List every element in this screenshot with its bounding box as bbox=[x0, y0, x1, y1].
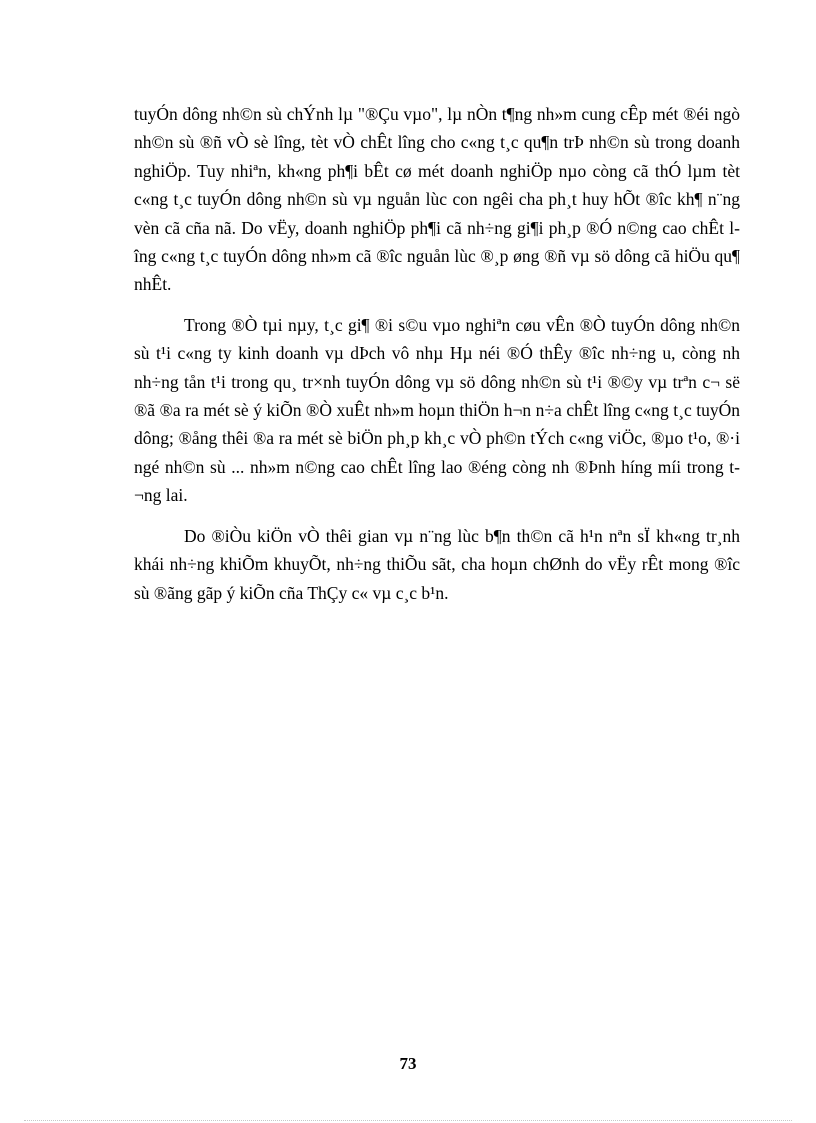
paragraph-3: Do ®iÒu kiÖn vÒ thêi gian vµ n¨ng lùc b¶n th©n cã h¹n nªn sÏ kh«ng tr¸nh khái nh÷ng khiÕm khuyÕt, nh÷ng thiÕu sãt, cha hoµn chØnh do vËy rÊt mong ®îc sù ®ãng gãp ý kiÕn cña ThÇy c« vµ c¸c b¹n. bbox=[134, 525, 740, 603]
body-text bbox=[134, 100, 740, 619]
paragraph-1: tuyÓn dông nh©n sù chÝnh lµ "®Çu vµo", lµ nÒn t¶ng nh»m cung cÊp mét ®éi ngò nh©n sù ®ñ vÒ sè lîng, tèt vÒ chÊt lîng cho c«ng t¸c qu¶n trÞ nh©n sù trong doanh nghiÖp. Tuy nhiªn, kh«ng ph¶i bÊt cø mét doanh nghiÖp nµo còng cã thÓ lµm tèt c«ng t¸c tuyÓn dông nh©n sù vµ nguån lùc con ngêi cha ph¸t huy hÕt ®îc kh¶ n¨ng vèn cã cña nã. Do vËy, doanh nghiÖp ph¶i cã nh÷ng gi¶i ph¸p ®Ó n©ng cao chÊt lîng c«ng t¸c tuyÓn dông nh»m cã ®îc nguån lùc ®¸p øng ®ñ vµ sö dông cã hiÖu qu¶ nhÊt. bbox=[134, 104, 740, 295]
bottom-divider bbox=[24, 1120, 792, 1121]
page-number: 73 bbox=[399, 1054, 417, 1073]
paragraph-2: Trong ®Ò tµi nµy, t¸c gi¶ ®i s©u vµo nghiªn cøu vÊn ®Ò tuyÓn dông nh©n sù t¹i c«ng ty kinh doanh vµ dÞch vô nhµ Hµ néi ®Ó thÊy ®îc nh÷ng u, còng nh nh÷ng tån t¹i trong qu¸ tr×nh tuyÓn dông vµ sö dông nh©n sù t¹i ®©y vµ trªn c¬ së ®ã ®a ra mét sè ý kiÕn ®Ò xuÊt nh»m hoµn thiÖn h¬n n÷a chÊt lîng c«ng t¸c tuyÓn dông; ®ång thêi ®a ra mét sè biÖn ph¸p kh¸c vÒ ph©n tÝch c«ng viÖc, ®µo t¹o, ®·i ngé nh©n sù ... nh»m n©ng cao chÊt lîng lao ®éng còng nh ®Þnh híng míi trong t¬ng lai. bbox=[134, 314, 740, 506]
